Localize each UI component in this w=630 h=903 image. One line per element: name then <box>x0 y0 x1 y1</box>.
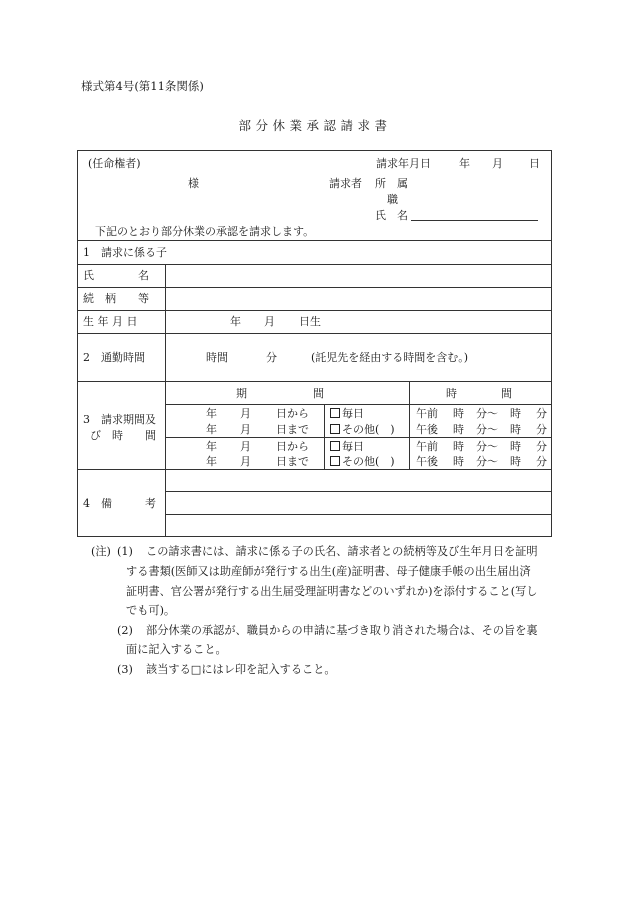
period-day: 日まで <box>276 423 309 436</box>
checkbox[interactable] <box>330 424 340 434</box>
rule-time-column <box>409 381 410 469</box>
note1-number: (1) <box>117 545 133 558</box>
commute-label: 2 通勤時間 <box>83 351 145 364</box>
note1-line: でも可)。 <box>126 604 176 617</box>
commute-note: (託児先を経由する時間を含む。) <box>311 351 469 364</box>
request-statement: 下記のとおり部分休業の承認を請求します。 <box>95 225 315 238</box>
rule-top-section <box>77 240 552 241</box>
period-day: 日まで <box>276 455 309 468</box>
time-header: 時 間 <box>446 387 512 400</box>
time-min-to: 分 <box>536 440 547 453</box>
period-month: 月 <box>240 423 251 436</box>
time-hour-from: 時 <box>453 407 464 420</box>
option-daily[interactable]: 毎日 <box>330 408 364 419</box>
commute-hours: 時間 <box>206 351 228 364</box>
time-ampm: 午前 <box>416 440 438 453</box>
requester-label: 請求者 <box>329 177 362 190</box>
name-signature-line <box>411 220 538 221</box>
affiliation-label: 所 属 <box>375 177 408 190</box>
form-number: 様式第4号(第11条関係) <box>81 79 204 93</box>
rule-period-mid <box>165 437 552 438</box>
section1-heading: 1 請求に係る子 <box>83 246 167 259</box>
date-month: 月 <box>492 157 503 170</box>
birth-day: 日生 <box>299 315 321 328</box>
period-header: 期 間 <box>236 387 324 400</box>
birth-month: 月 <box>264 315 275 328</box>
time-hour-from: 時 <box>453 440 464 453</box>
child-birth-label: 生 年 月 日 <box>83 315 138 328</box>
option-other[interactable]: その他( ) <box>330 456 395 467</box>
position-label: 職 <box>387 193 398 206</box>
rule-birth <box>77 333 552 334</box>
rule-remarks-1 <box>165 491 552 492</box>
time-min-from: 分〜 <box>476 407 498 420</box>
note1-line: 証明書、官公署が発行する出生届受理証明書などのいずれか)を添付すること(写し <box>126 585 538 598</box>
note1-line: この請求書には、請求に係る子の氏名、請求者との続柄等及び生年月日を証明 <box>146 545 538 558</box>
time-hour-to: 時 <box>510 407 521 420</box>
time-min-from: 分〜 <box>476 440 498 453</box>
appointer-label: (任命権者) <box>88 157 141 170</box>
period-year: 年 <box>206 440 217 453</box>
period-month: 月 <box>240 407 251 420</box>
time-hour-from: 時 <box>453 423 464 436</box>
checkbox[interactable] <box>330 456 340 466</box>
time-min-to: 分 <box>536 455 547 468</box>
birth-year: 年 <box>230 315 241 328</box>
time-min-from: 分〜 <box>476 455 498 468</box>
time-hour-to: 時 <box>510 423 521 436</box>
period-day: 日から <box>276 440 309 453</box>
note3-number: (3) <box>117 663 133 676</box>
period-month: 月 <box>240 455 251 468</box>
time-ampm: 午後 <box>416 423 438 436</box>
note2-number: (2) <box>117 624 133 637</box>
rule-relation <box>77 310 552 311</box>
period-year: 年 <box>206 407 217 420</box>
note2-line: 面に記入すること。 <box>126 643 227 656</box>
date-year: 年 <box>459 157 470 170</box>
date-day: 日 <box>529 157 540 170</box>
child-name-label: 氏 名 <box>83 269 149 282</box>
rule-option-column <box>324 404 325 469</box>
time-hour-to: 時 <box>510 440 521 453</box>
notes-lead: (注) <box>91 545 111 558</box>
period-label-line1: 3 請求期間及 <box>83 413 156 426</box>
note1-line: する書類(医師又は助産師が発行する出生(産)証明書、母子健康手帳の出生届出済 <box>126 565 531 578</box>
period-year: 年 <box>206 455 217 468</box>
rule-child-heading <box>77 264 552 265</box>
time-hour-from: 時 <box>453 455 464 468</box>
time-min-to: 分 <box>536 423 547 436</box>
period-month: 月 <box>240 440 251 453</box>
rule-commute <box>77 381 552 382</box>
option-other[interactable]: その他( ) <box>330 424 395 435</box>
rule-name <box>77 287 552 288</box>
checkbox[interactable] <box>330 408 340 418</box>
time-hour-to: 時 <box>510 455 521 468</box>
form-table <box>77 150 552 537</box>
time-ampm: 午後 <box>416 455 438 468</box>
child-relation-label: 続 柄 等 <box>83 292 149 305</box>
page-title: 部分休業承認請求書 <box>238 118 392 133</box>
request-date-label: 請求年月日 <box>376 157 431 170</box>
rule-period-header <box>165 404 552 405</box>
time-ampm: 午前 <box>416 407 438 420</box>
commute-minutes: 分 <box>266 351 277 364</box>
note3-text: 該当する□にはレ印を記入すること。 <box>146 663 336 676</box>
rule-label-column <box>165 264 166 537</box>
name-label: 氏 名 <box>375 209 408 222</box>
remarks-label: 4 備 考 <box>83 497 156 510</box>
sama-label: 様 <box>188 177 199 190</box>
note2-line: 部分休業の承認が、職員からの申請に基づき取り消された場合は、その旨を裏 <box>146 624 538 637</box>
period-day: 日から <box>276 407 309 420</box>
period-label-line2: び 時 間 <box>90 429 156 442</box>
period-year: 年 <box>206 423 217 436</box>
option-daily[interactable]: 毎日 <box>330 441 364 452</box>
time-min-from: 分〜 <box>476 423 498 436</box>
rule-period-bottom <box>77 469 552 470</box>
rule-remarks-2 <box>165 514 552 515</box>
time-min-to: 分 <box>536 407 547 420</box>
checkbox[interactable] <box>330 441 340 451</box>
